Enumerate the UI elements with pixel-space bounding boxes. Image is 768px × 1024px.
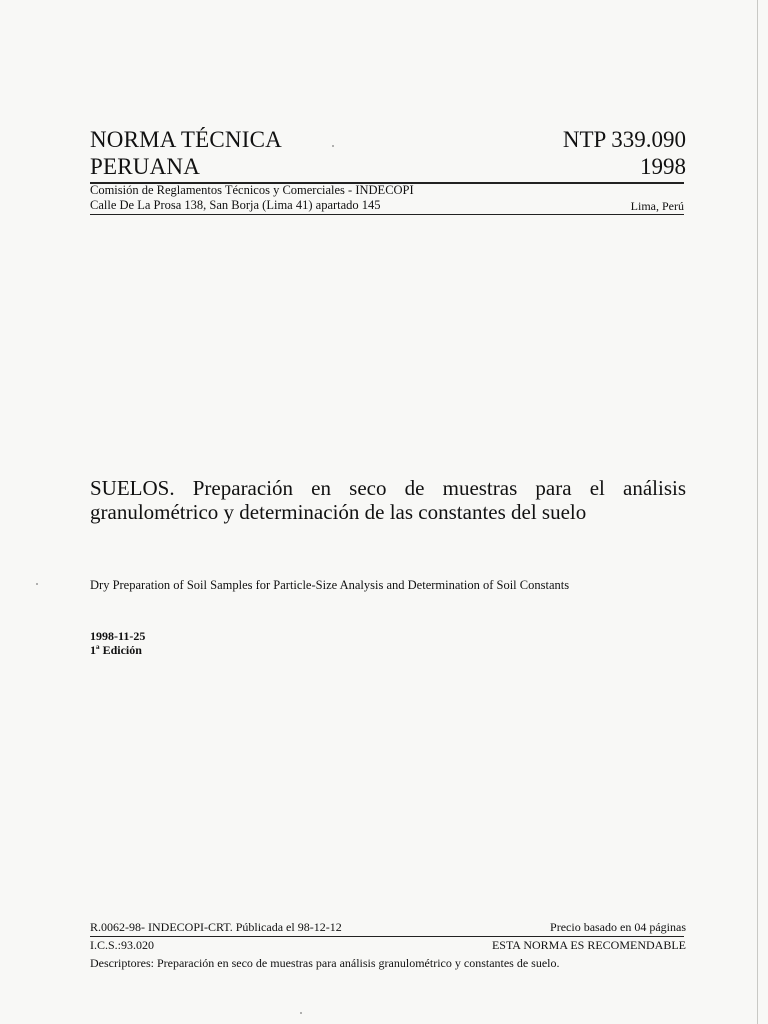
page-edge-line: [757, 0, 758, 1024]
ics-code: I.C.S.:93.020: [90, 938, 155, 952]
footer-ics-row: [90, 938, 686, 953]
document-title-english: Dry Preparation of Soil Samples for Particle-Size Analysis and Determination of Soil Constants: [90, 578, 570, 592]
standard-code-block: [563, 126, 686, 180]
issuer-city: Lima, Perú: [630, 199, 684, 213]
publication-reference: R.0062-98- INDECOPI-CRT. Públicada el 98-12-12: [90, 920, 342, 934]
standard-code: NTP 339.090: [562, 127, 686, 152]
scan-speck: [332, 145, 334, 147]
issuer-block: [90, 183, 414, 213]
standard-type: [90, 126, 282, 180]
document-title: SUELOS. Preparación en seco de muestras para el análisis granulométrico y determinación de las constantes del suelo: [90, 476, 686, 524]
footer-rule: [90, 936, 684, 937]
issuer-rule: [90, 214, 684, 215]
standard-type-line2: PERUANA: [90, 154, 201, 179]
standard-type-line1: NORMA TÉCNICA: [90, 127, 282, 152]
footer-reference-row: [90, 920, 686, 935]
scan-speck: [36, 583, 38, 585]
price-note: Precio basado en 04 páginas: [550, 920, 686, 934]
recommendation-status: ESTA NORMA ES RECOMENDABLE: [491, 938, 686, 952]
issuer-name: Comisión de Reglamentos Técnicos y Comerciales - INDECOPI: [90, 183, 414, 197]
edition-block: [90, 629, 145, 657]
issuer-address: Calle De La Prosa 138, San Borja (Lima 41) apartado 145: [90, 198, 381, 212]
standard-year: 1998: [640, 154, 686, 179]
edition-label: 1ª Edición: [90, 643, 142, 657]
descriptors: Descriptores: Preparación en seco de muestras para análisis granulométrico y constantes de suelo.: [90, 956, 560, 970]
edition-date: 1998-11-25: [90, 629, 146, 643]
scan-speck: [300, 1012, 302, 1014]
